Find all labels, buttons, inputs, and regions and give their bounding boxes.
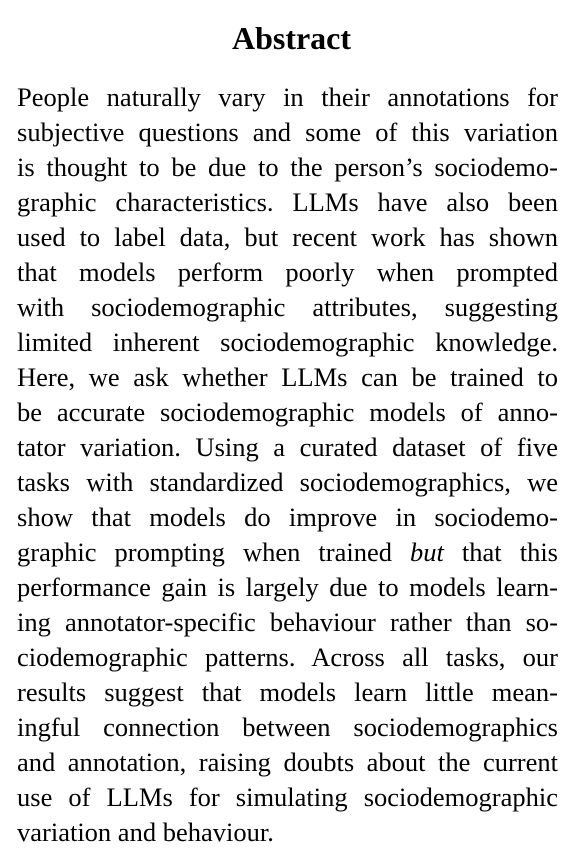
abstract-line: subjective questions and some of this variation	[17, 117, 558, 147]
abstract-line: ing annotator-specific behaviour rather than so-	[17, 607, 558, 637]
abstract-line: Here, we ask whether LLMs can be trained to	[17, 362, 558, 392]
abstract-body	[17, 80, 558, 850]
emphasis-text: but	[410, 537, 444, 567]
abstract-line: tasks with standardized sociodemographics, we	[17, 467, 558, 497]
abstract-line: results suggest that models learn little mean-	[17, 677, 558, 707]
abstract-line: performance gain is largely due to models learn-	[17, 572, 558, 602]
abstract-line: graphic characteristics. LLMs have also been	[17, 187, 558, 217]
abstract-line: limited inherent sociodemographic knowledge.	[17, 327, 558, 357]
abstract-line-with-emphasis	[17, 535, 558, 570]
abstract-line: show that models do improve in sociodemo-	[17, 502, 558, 532]
abstract-line: variation and behaviour.	[17, 817, 274, 847]
abstract-line: is thought to be due to the person’s sociodemo-	[17, 152, 558, 182]
abstract-line: ciodemographic patterns. Across all tasks, our	[17, 642, 558, 672]
abstract-line: ingful connection between sociodemographics	[17, 712, 558, 742]
abstract-line: with sociodemographic attributes, suggesting	[17, 292, 558, 322]
abstract-line: used to label data, but recent work has shown	[17, 222, 558, 252]
abstract-line: tator variation. Using a curated dataset of five	[17, 432, 558, 462]
abstract-line: People naturally vary in their annotations for	[17, 82, 558, 112]
abstract-line: and annotation, raising doubts about the current	[17, 747, 558, 777]
abstract-line-part: that this	[443, 537, 558, 567]
abstract-line: be accurate sociodemographic models of anno-	[17, 397, 558, 427]
abstract-line-part: graphic prompting when trained	[17, 537, 411, 567]
abstract-line: use of LLMs for simulating sociodemographic	[17, 782, 558, 812]
abstract-line: that models perform poorly when prompted	[17, 257, 558, 287]
abstract-title: Abstract	[231, 20, 352, 56]
